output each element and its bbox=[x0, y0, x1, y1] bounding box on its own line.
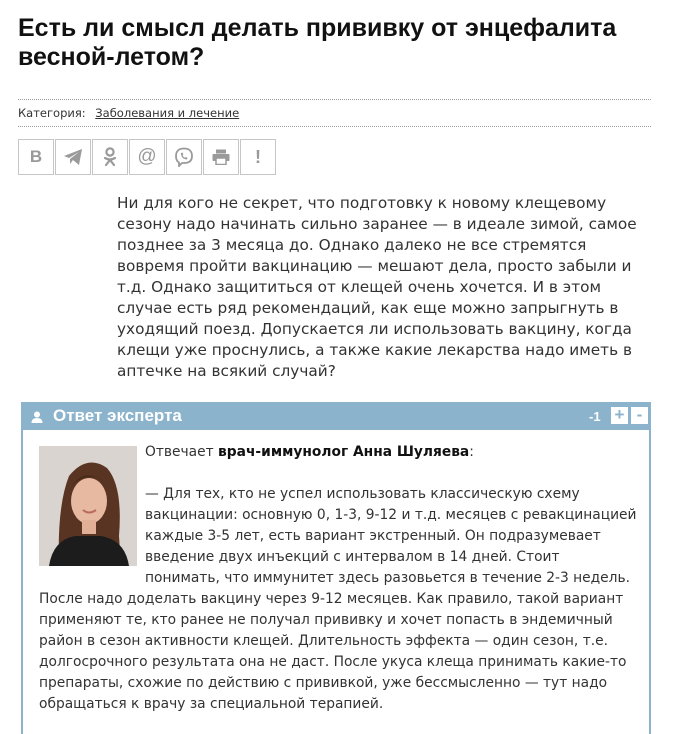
category-link[interactable]: Заболевания и лечение bbox=[95, 106, 240, 120]
report-button[interactable] bbox=[240, 139, 276, 175]
vote-minus-button[interactable]: - bbox=[631, 407, 648, 424]
share-email-button[interactable] bbox=[129, 139, 165, 175]
vk-icon: В bbox=[29, 147, 43, 166]
share-viber-button[interactable] bbox=[166, 139, 202, 175]
expert-answer-text: — Для тех, кто не успел использовать классическую схему вакцинации: основную 0, 1-3, 9-12 и т.д. месяцев с ревакцинацией каждые 3-5 лет, есть вариант экстренный. Он подразумевает введение двух инъекций с интервалом в 14 дней. Стоит понимать, что иммунитет здесь разовьется в течение 2-3 недель. После надо доделать вакцину через 9-12 месяцев. Как правило, такой вариант применяют те, кто ранее не получал прививку и хочет попасть в эндемичный район в сезон активности клещей. Длительность эффекта — один сезон, т.е. долгосрочного результата она не даст. После укуса клеща принимать какие-то препараты, схожие по действию с прививкой, уже бессмысленно — тут надо обращаться к врачу за специальной терапией. bbox=[39, 486, 637, 712]
share-telegram-button[interactable] bbox=[55, 139, 91, 175]
expert-header bbox=[23, 404, 649, 430]
print-icon bbox=[212, 149, 230, 165]
expert-header-title: Ответ эксперта bbox=[53, 406, 182, 425]
report-icon: ! bbox=[255, 146, 261, 167]
divider bbox=[18, 99, 651, 100]
category-label: Категория: bbox=[18, 106, 86, 120]
category-row bbox=[18, 106, 239, 120]
viber-icon bbox=[174, 147, 194, 167]
expert-answer-block bbox=[21, 402, 651, 734]
email-icon: @ bbox=[137, 146, 157, 167]
share-print-button[interactable] bbox=[203, 139, 239, 175]
person-icon bbox=[30, 411, 44, 423]
share-odnoklassniki-button[interactable] bbox=[92, 139, 128, 175]
rating-value: -1 bbox=[589, 409, 601, 424]
vote-plus-button[interactable]: + bbox=[611, 407, 628, 424]
article-intro: Ни для кого не секрет, что подготовку к новому клещевому сезону надо начинать сильно заранее — в идеале зимой, самое позднее за 3 месяца до. Однако далеко не все стремятся вовремя пройти вакцинацию — мешают дела, просто забыли и т.д. Однако защититься от клещей очень хочется. И в этом случае есть ряд рекомендаций, как еще можно запрыгнуть в уходящий поезд. Допускается ли использовать вакцину, когда клещи уже проснулись, а также какие лекарства надо иметь в аптечке на всякий случай? bbox=[117, 194, 637, 380]
expert-name: врач-иммунолог Анна Шуляева bbox=[218, 444, 470, 460]
divider bbox=[18, 126, 651, 127]
telegram-icon bbox=[63, 148, 83, 166]
share-bar bbox=[18, 139, 277, 175]
expert-intro-suffix: : bbox=[469, 444, 474, 460]
expert-body bbox=[23, 430, 649, 715]
expert-intro-prefix: Отвечает bbox=[145, 444, 219, 460]
article-title: Есть ли смысл делать прививку от энцефалита весной-летом? bbox=[18, 14, 617, 71]
share-vk-button[interactable] bbox=[18, 139, 54, 175]
expert-photo bbox=[39, 446, 137, 566]
odnoklassniki-icon bbox=[103, 147, 117, 167]
